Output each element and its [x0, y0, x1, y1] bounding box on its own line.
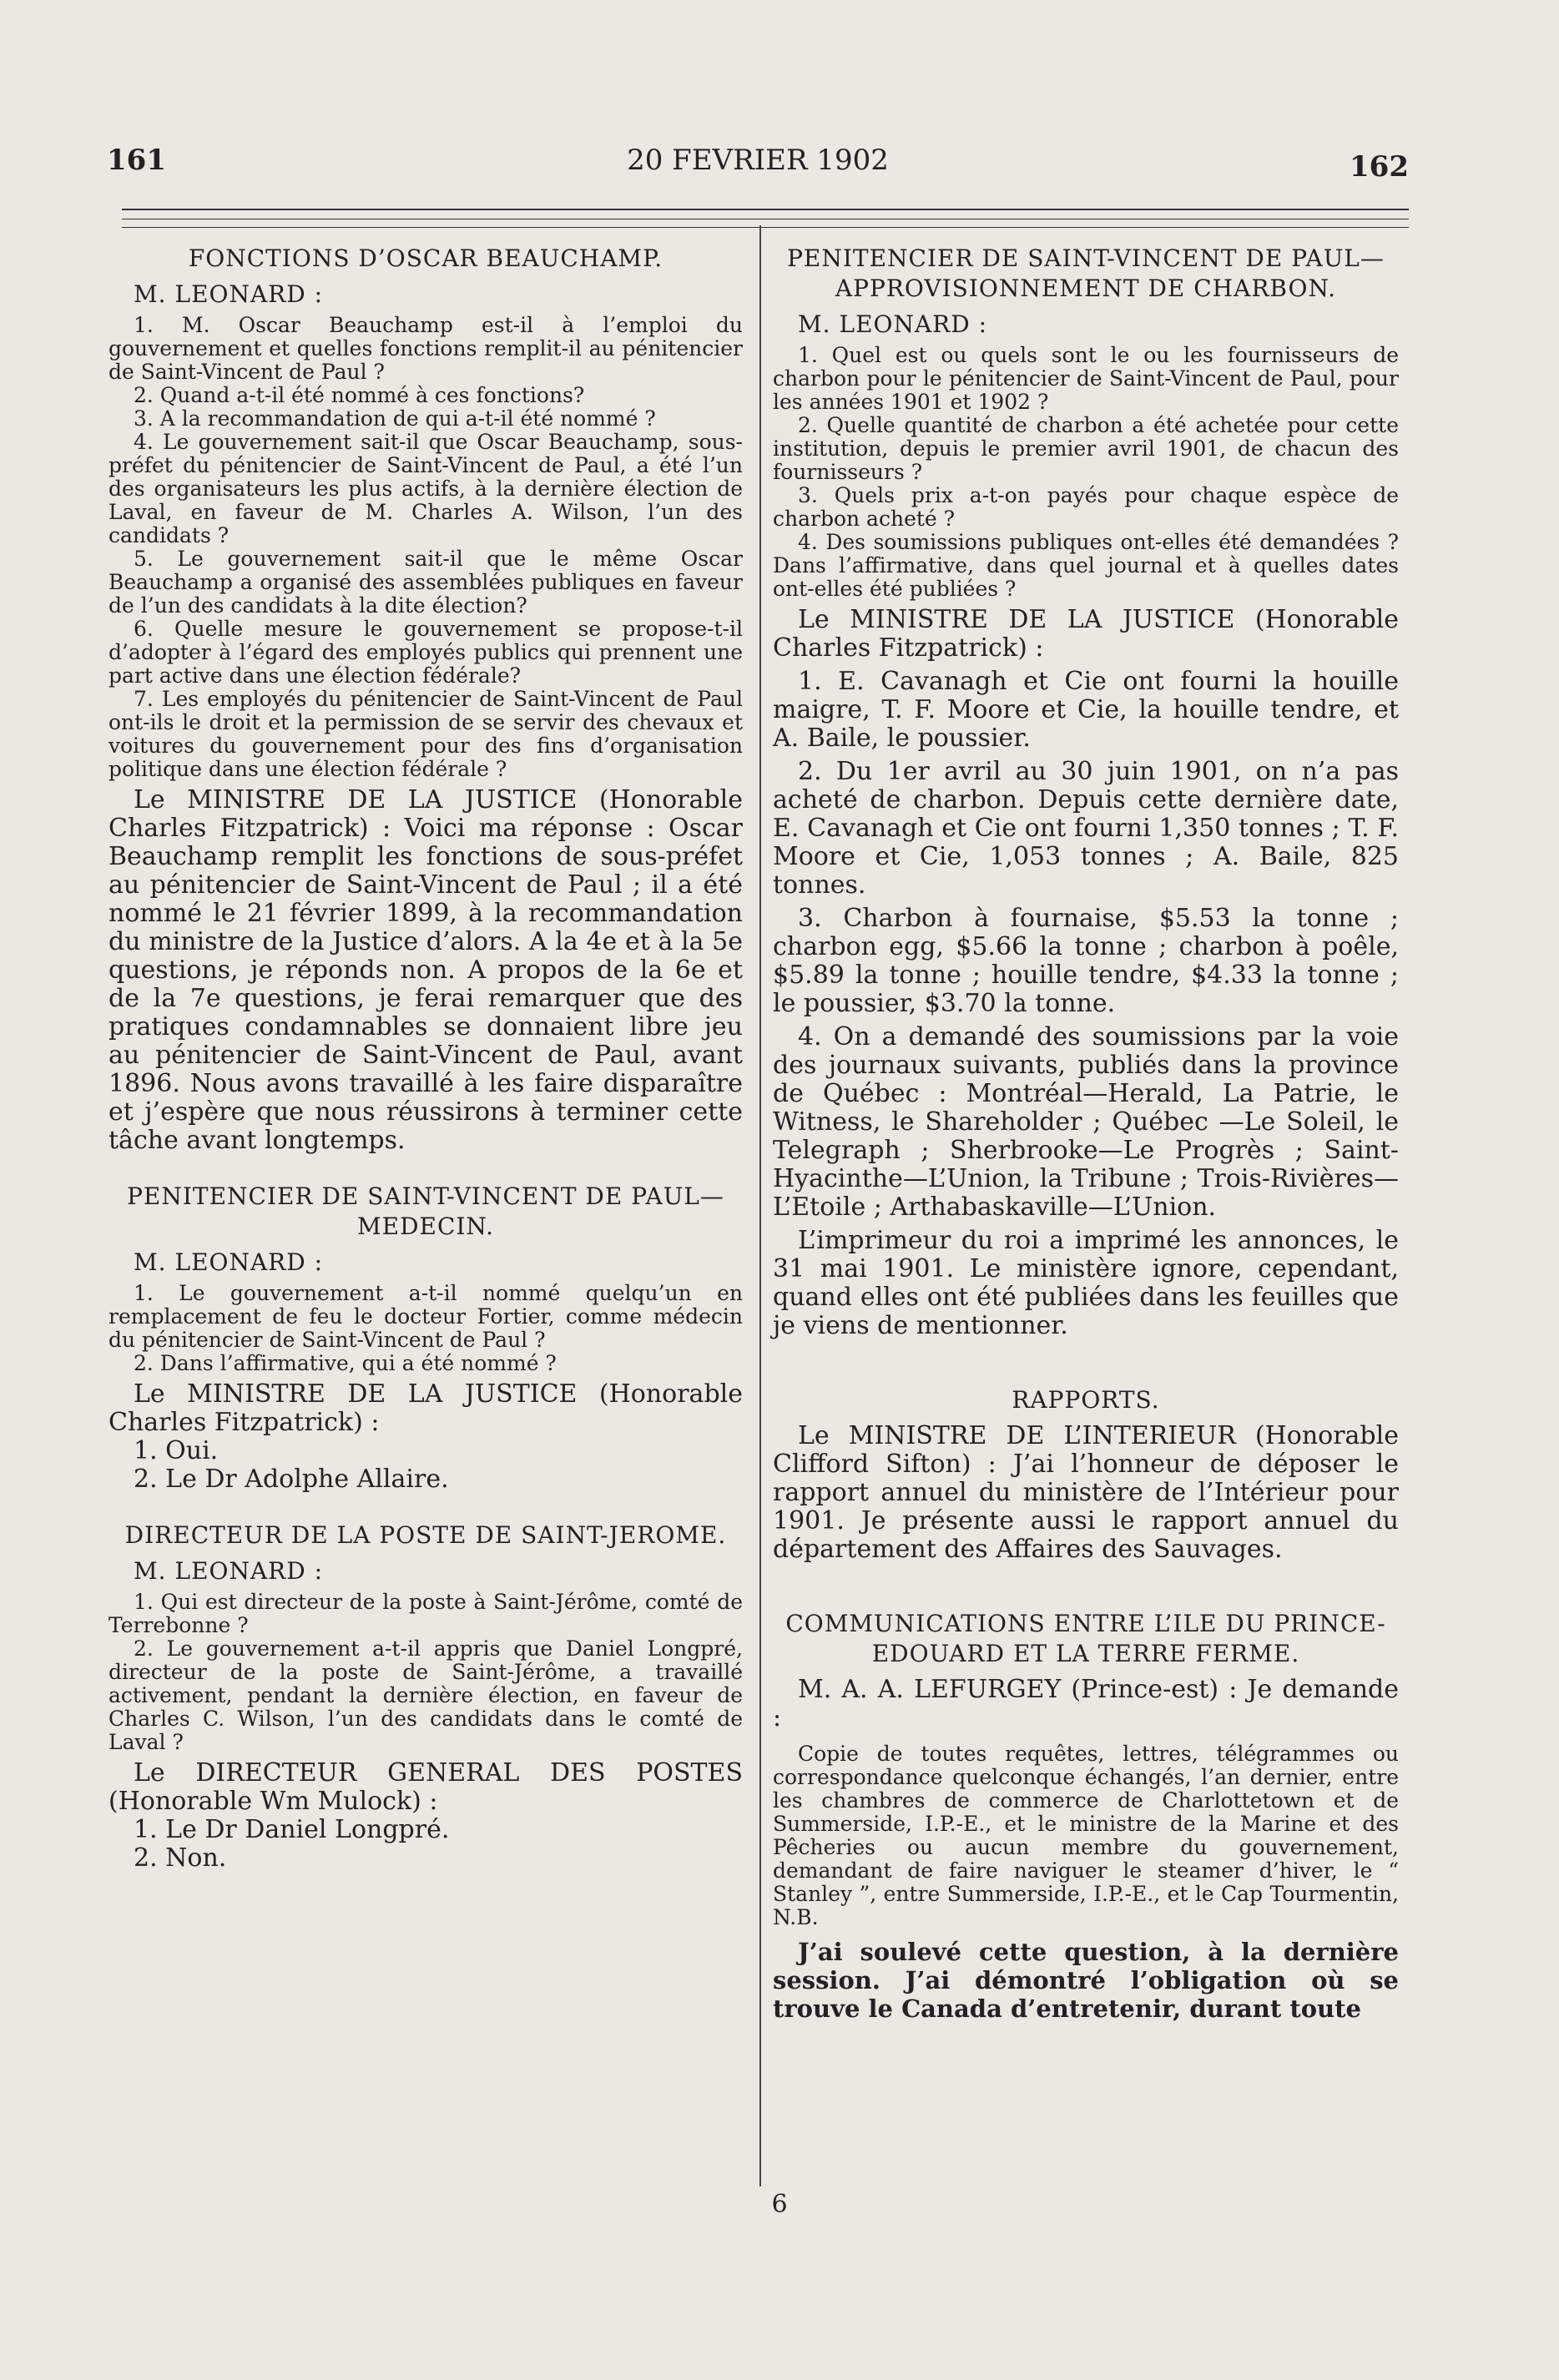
speaker: M. LEONARD :: [798, 310, 988, 338]
motion-intro: M. A. A. LEFURGEY (Prince-est) : Je demande :: [773, 1675, 1399, 1732]
question: 7. Les employés du pénitencier de Saint-Vincent de Paul ont-ils le droit et la permission de se servir des chevaux et voitures du gouvernement pour des fins d’organisation politique dans une élection fédérale ?: [108, 687, 743, 781]
question: 2. Quand a-t-il été nommé à ces fonctions?: [134, 383, 585, 407]
answer-item: 1. Oui.: [134, 1436, 219, 1465]
column-divider: [759, 225, 761, 2186]
section-rapports: [773, 1385, 1399, 1564]
section-approvisionnement-charbon: [773, 244, 1399, 1340]
answer: L’imprimeur du roi a imprimé les annonces, le 31 mai 1901. Le ministère ignore, cependant, quand elles ont été publiées dans les feuilles que je viens de mentionner.: [773, 1226, 1399, 1340]
answer-item: 1. Le Dr Daniel Longpré.: [134, 1815, 450, 1844]
question: 1. Quel est ou quels sont le ou les fournisseurs de charbon pour le pénitencier de Saint-Vincent de Paul, pour les années 1901 et 1902 ?: [773, 343, 1399, 414]
answer: 4. On a demandé des soumissions par la voie des journaux suivants, publiés dans la province de Québec : Montréal—Herald, La Patrie, le Witness, le Shareholder ; Québec —Le Soleil, le Telegraph ; Sherbrooke—Le Progrès ; Saint-Hyacinthe—L’Union, la Tribune ; Trois-Rivières—L’Etoile ; Arthabaskaville—L’Union.: [773, 1022, 1399, 1222]
answer: 3. Charbon à fournaise, $5.53 la tonne ; charbon egg, $5.66 la tonne ; charbon à poêle, $5.89 la tonne ; houille tendre, $4.33 la tonne ; le poussier, $3.70 la tonne.: [773, 904, 1399, 1018]
answer: Le MINISTRE DE LA JUSTICE (Honorable Charles Fitzpatrick) :: [108, 1379, 743, 1437]
header-rule: [122, 209, 1409, 210]
speaker: M. LEONARD :: [134, 1248, 324, 1276]
question: 6. Quelle mesure le gouvernement se propose-t-il d’adopter à l’égard des employés publics qui prennent une part active dans une élection fédérale?: [108, 617, 743, 688]
question: 2. Le gouvernement a-t-il appris que Daniel Longpré, directeur de la poste de Saint-Jérôme, a travaillé activement, pendant la dernière élection, en faveur de Charles C. Wilson, l’un des candidats dans le comté de Laval ?: [108, 1636, 743, 1754]
section-title: FONCTIONS D’OSCAR BEAUCHAMP.: [188, 245, 663, 272]
page-number-footer: 6: [771, 2190, 788, 2219]
section-poste-saint-jerome: [108, 1520, 743, 1873]
question: 2. Quelle quantité de charbon a été achetée pour cette institution, depuis le premier avril 1901, de chacun des fournisseurs ?: [773, 413, 1399, 484]
section-title: PENITENCIER DE SAINT-VINCENT DE PAUL—APPROVISIONNEMENT DE CHARBON.: [787, 245, 1385, 302]
section-penitencier-medecin: [108, 1182, 743, 1494]
question: 4. Le gouvernement sait-il que Oscar Beauchamp, sous-préfet du pénitencier de Saint-Vincent de Paul, a été l’un des organisateurs les plus actifs, à la dernière élection de Laval, en faveur de M. Charles A. Wilson, l’un des candidats ?: [108, 430, 743, 547]
question: 2. Dans l’affirmative, qui a été nommé ?: [134, 1351, 557, 1375]
statement: Le MINISTRE DE L’INTERIEUR (Honorable Clifford Sifton) : J’ai l’honneur de déposer le rapport annuel du ministère de l’Intérieur pour 1901. Je présente aussi le rapport annuel du département des Affaires des Sauvages.: [773, 1421, 1399, 1564]
section-title: RAPPORTS.: [1012, 1386, 1160, 1414]
page-number-right: 162: [1350, 150, 1409, 184]
section-title: COMMUNICATIONS ENTRE L’ILE DU PRINCE-EDOUARD ET LA TERRE FERME.: [785, 1610, 1386, 1667]
question: 1. M. Oscar Beauchamp est-il à l’emploi du gouvernement et quelles fonctions remplit-il au pénitencier de Saint-Vincent de Paul ?: [108, 313, 743, 384]
answer: Le DIRECTEUR GENERAL DES POSTES (Honorable Wm Mulock) :: [108, 1758, 743, 1816]
section-title: DIRECTEUR DE LA POSTE DE SAINT-JEROME.: [124, 1521, 727, 1549]
answer-item: 2. Non.: [134, 1843, 227, 1873]
header-rule-thin-2: [122, 227, 1409, 228]
header-date: 20 FEVRIER 1902: [627, 144, 889, 177]
answer-intro: Le MINISTRE DE LA JUSTICE (Honorable Charles Fitzpatrick) :: [773, 605, 1399, 663]
answer: 1. E. Cavanagh et Cie ont fourni la houille maigre, T. F. Moore et Cie, la houille tendre, et A. Baile, le poussier.: [773, 667, 1399, 753]
spacer: [108, 1494, 743, 1509]
section-fonctions-beauchamp: [108, 244, 743, 1155]
question: 1. Qui est directeur de la poste à Saint-Jérôme, comté de Terrebonne ?: [108, 1590, 743, 1637]
answer: 2. Du 1er avril au 30 juin 1901, on n’a pas acheté de charbon. Depuis cette dernière date, E. Cavanagh et Cie ont fourni 1,350 tonnes ; T. F. Moore et Cie, 1,053 tonnes ; A. Baile, 825 tonnes.: [773, 757, 1399, 900]
right-column: [773, 232, 1399, 2023]
speech: J’ai soulevé cette question, à la dernière session. J’ai démontré l’obligation où se trouve le Canada d’entretenir, durant toute: [773, 1938, 1399, 2023]
speaker: M. LEONARD :: [134, 1557, 324, 1585]
speaker: M. LEONARD :: [134, 280, 324, 308]
question: 3. Quels prix a-t-on payés pour chaque espèce de charbon acheté ?: [773, 483, 1399, 531]
page-number-left: 161: [107, 144, 166, 177]
spacer: [773, 1340, 1399, 1374]
spacer: [773, 1564, 1399, 1597]
question: 5. Le gouvernement sait-il que le même Oscar Beauchamp a organisé des assemblées publiques en faveur de l’un des candidats à la dite élection?: [108, 547, 743, 618]
section-title: PENITENCIER DE SAINT-VINCENT DE PAUL—MEDECIN.: [127, 1182, 724, 1240]
question: 4. Des soumissions publiques ont-elles été demandées ? Dans l’affirmative, dans quel journal et à quelles dates ont-elles été publiées ?: [773, 530, 1399, 601]
page-header: [107, 142, 1409, 192]
question: 1. Le gouvernement a-t-il nommé quelqu’un en remplacement de feu le docteur Fortier, comme médecin du pénitencier de Saint-Vincent de Paul ?: [108, 1281, 743, 1352]
answer-item: 2. Le Dr Adolphe Allaire.: [134, 1465, 449, 1494]
spacer: [108, 1155, 743, 1170]
answer: Le MINISTRE DE LA JUSTICE (Honorable Charles Fitzpatrick) : Voici ma réponse : Oscar Beauchamp remplit les fonctions de sous-préfet au pénitencier de Saint-Vincent de Paul ; il a été nommé le 21 février 1899, à la recommandation du ministre de la Justice d’alors. A la 4e et à la 5e questions, je réponds non. A propos de la 6e et de la 7e questions, je ferai remarquer que des pratiques condamnables se donnaient libre jeu au pénitencier de Saint-Vincent de Paul, avant 1896. Nous avons travaillé à les faire disparaître et j’espère que nous réussirons à terminer cette tâche avant longtemps.: [108, 785, 743, 1155]
motion-text: Copie de toutes requêtes, lettres, télégrammes ou correspondance quelconque échangés, l’an dernier, entre les chambres de commerce de Charlottetown et de Summerside, I.P.-E., et le ministre de la Marine et des Pêcheries ou aucun membre du gouvernement, demandant de faire naviguer le steamer d’hiver, le “ Stanley ”, entre Summerside, I.P.-E., et le Cap Tourmentin, N.B.: [773, 1742, 1399, 1929]
section-communications-ipe: [773, 1609, 1399, 2023]
left-column: [108, 232, 743, 1873]
question: 3. A la recommandation de qui a-t-il été nommé ?: [134, 406, 656, 431]
